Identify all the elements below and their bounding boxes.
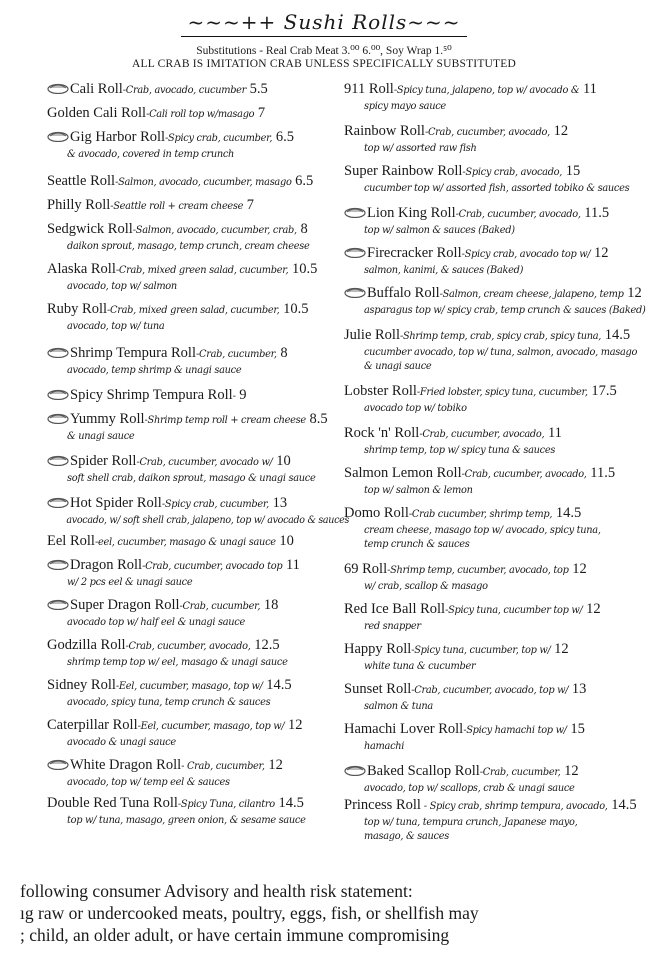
roll-description: - bbox=[232, 391, 236, 402]
roll-description-cont: avocado, top w/ temp eel & sauces bbox=[67, 777, 230, 788]
roll-description-cont: cucumber top w/ assorted fish, assorted tobiko & sauces bbox=[364, 183, 630, 194]
roll-description: -Crab, cucumber, bbox=[479, 767, 561, 778]
roll-description-cont: top w/ tuna, tempura crunch, Japanese mayo, bbox=[364, 817, 578, 828]
roll-description-cont: avocado, top w/ tuna bbox=[67, 321, 165, 332]
roll-description-cont: avocado top w/ tobiko bbox=[364, 403, 467, 414]
menu-item-line bbox=[47, 104, 339, 124]
roll-description: -Crab, cucumber, avocado, bbox=[461, 469, 587, 480]
roll-price: 11 bbox=[582, 81, 597, 97]
menu-item-line bbox=[47, 794, 339, 814]
roll-description: -Crab cucumber, shrimp temp, bbox=[408, 509, 553, 520]
menu-item bbox=[344, 424, 642, 458]
menu-item-line bbox=[47, 80, 339, 100]
menu-item bbox=[47, 344, 339, 378]
menu-item bbox=[47, 532, 339, 552]
roll-price: 17.5 bbox=[591, 383, 617, 399]
menu-item-line bbox=[47, 532, 339, 552]
sushi-icon bbox=[47, 557, 69, 569]
roll-description: -Spicy hamachi top w/ bbox=[463, 725, 567, 736]
menu-item-line bbox=[47, 196, 339, 216]
menu-item bbox=[47, 636, 339, 670]
roll-description: -Crab, mixed green salad, cucumber, bbox=[115, 265, 289, 276]
roll-description-cont: avocado, temp shrimp & unagi sauce bbox=[67, 365, 242, 376]
roll-price: 10 bbox=[279, 533, 294, 549]
menu-item-line bbox=[47, 220, 339, 240]
roll-name: Seattle Roll bbox=[47, 173, 116, 189]
roll-price: 11.5 bbox=[584, 205, 610, 221]
menu-item-line bbox=[344, 720, 642, 740]
roll-price: 7 bbox=[257, 105, 266, 121]
menu-item-line bbox=[47, 344, 339, 364]
roll-name: Lion King Roll bbox=[367, 205, 456, 221]
sushi-icon bbox=[47, 345, 69, 357]
roll-description: -Shrimp temp, cucumber, avocado, top bbox=[387, 565, 569, 576]
menu-item-line bbox=[344, 600, 642, 620]
menu-item-line bbox=[344, 640, 642, 660]
roll-price: 6.5 bbox=[295, 173, 314, 189]
menu-item-line bbox=[47, 556, 339, 576]
sushi-icon bbox=[47, 757, 69, 769]
roll-name: Red Ice Ball Roll bbox=[344, 601, 446, 617]
roll-description: -Crab, avocado, cucumber bbox=[122, 85, 247, 96]
roll-description-cont: avocado, top w/ scallops, crab & unagi sauce bbox=[364, 783, 575, 794]
roll-description: -Shrimp temp, crab, spicy crab, spicy tuna, bbox=[400, 331, 602, 342]
roll-description: -Spicy crab, avocado top w/ bbox=[461, 249, 591, 260]
menu-item-line bbox=[344, 680, 642, 700]
menu-item-line bbox=[47, 716, 339, 736]
roll-description-cont: top w/ tuna, masago, green onion, & sesame sauce bbox=[67, 815, 306, 826]
roll-description-cont: temp crunch & sauces bbox=[364, 539, 470, 550]
roll-description: - Crab, cucumber, bbox=[181, 761, 265, 772]
roll-name: Princess Roll bbox=[344, 797, 421, 813]
roll-price: 10.5 bbox=[291, 261, 318, 277]
roll-name: Sidney Roll bbox=[47, 677, 116, 693]
menu-item bbox=[47, 794, 339, 828]
roll-description: -Crab, cucumber, bbox=[196, 349, 277, 360]
menu-item bbox=[47, 104, 339, 124]
menu-item-line bbox=[344, 762, 642, 782]
roll-description: -Spicy crab, cucumber, bbox=[165, 133, 273, 144]
roll-name: Yummy Roll bbox=[70, 411, 145, 427]
menu-item bbox=[47, 300, 339, 334]
roll-description: -Crab, cucumber, avocado w/ bbox=[136, 457, 273, 468]
roll-description-cont: hamachi bbox=[364, 741, 405, 752]
roll-description-cont: avocado, top w/ salmon bbox=[67, 281, 177, 292]
roll-name: 69 Roll bbox=[344, 561, 388, 577]
roll-description: -Eel, cucumber, masago, top w/ bbox=[115, 681, 263, 692]
roll-name: Rainbow Roll bbox=[344, 123, 425, 139]
menu-item-line bbox=[344, 284, 642, 304]
roll-price: 12 bbox=[268, 757, 283, 773]
roll-name: Double Red Tuna Roll bbox=[47, 795, 178, 811]
imitation-crab-notice: ALL CRAB IS IMITATION CRAB UNLESS SPECIFICALLY SUBSTITUTED bbox=[131, 58, 517, 70]
roll-description-cont: soft shell crab, daikon sprout, masago & unagi sauce bbox=[67, 473, 316, 484]
menu-item-line bbox=[47, 756, 339, 776]
roll-price: 14.5 bbox=[278, 795, 304, 811]
roll-price: 6.5 bbox=[275, 129, 294, 145]
roll-name: Dragon Roll bbox=[70, 557, 143, 573]
roll-price: 7 bbox=[246, 197, 255, 213]
roll-description-cont: daikon sprout, masago, temp crunch, cream cheese bbox=[67, 241, 310, 252]
roll-price: 15 bbox=[565, 163, 581, 179]
roll-price: 13 bbox=[571, 681, 587, 697]
sushi-icon bbox=[47, 597, 69, 609]
roll-price: 12 bbox=[627, 285, 642, 301]
menu-item-line bbox=[344, 504, 642, 524]
roll-description: -Spicy tuna, cucumber top w/ bbox=[445, 605, 583, 616]
menu-item bbox=[47, 172, 339, 192]
menu-item-line bbox=[344, 382, 642, 402]
menu-item bbox=[344, 464, 642, 498]
menu-item-line bbox=[344, 204, 642, 224]
sushi-icon bbox=[47, 453, 69, 465]
roll-price: 15 bbox=[570, 721, 585, 737]
sushi-icon bbox=[47, 495, 69, 507]
menu-item bbox=[47, 596, 339, 630]
menu-item bbox=[344, 560, 642, 594]
menu-item bbox=[344, 80, 642, 114]
menu-item bbox=[47, 260, 339, 294]
roll-price: 10 bbox=[276, 453, 291, 469]
menu-item bbox=[47, 128, 339, 162]
roll-price: 8.5 bbox=[309, 411, 328, 427]
roll-description: -Spicy tuna, cucumber, top w/ bbox=[411, 645, 551, 656]
sushi-icon bbox=[344, 763, 366, 775]
roll-price: 12 bbox=[594, 245, 609, 261]
roll-name: Philly Roll bbox=[47, 197, 111, 213]
roll-price: 10.5 bbox=[283, 301, 309, 317]
menu-item-line bbox=[344, 464, 642, 484]
menu-item bbox=[47, 80, 339, 100]
roll-name: Baked Scallop Roll bbox=[367, 763, 480, 779]
roll-description: -Eel, cucumber, masago, top w/ bbox=[137, 721, 285, 732]
menu-item bbox=[47, 220, 339, 254]
roll-name: 911 Roll bbox=[344, 81, 394, 97]
roll-description: -Crab, cucumber, avocado, bbox=[125, 641, 251, 652]
roll-description: -Cali roll top w/masago bbox=[146, 109, 255, 120]
menu-item-line bbox=[344, 326, 642, 346]
roll-price: 13 bbox=[272, 495, 288, 511]
menu-item bbox=[47, 756, 339, 790]
menu-item bbox=[344, 796, 642, 844]
menu-item-line bbox=[47, 636, 339, 656]
roll-name: Julie Roll bbox=[344, 327, 400, 343]
sushi-icon bbox=[47, 411, 69, 423]
menu-item bbox=[344, 204, 642, 238]
roll-price: 14.5 bbox=[555, 505, 582, 521]
roll-description-cont: salmon & tuna bbox=[364, 701, 433, 712]
advisory-line: following consumer Advisory and health risk statement: bbox=[20, 881, 413, 901]
roll-name: Domo Roll bbox=[344, 505, 409, 521]
advisory-line: ıg raw or undercooked meats, poultry, eggs, fish, or shellfish may bbox=[20, 903, 479, 923]
roll-name: Alaska Roll bbox=[47, 261, 116, 277]
roll-price: 12 bbox=[554, 641, 569, 657]
roll-description-cont: avocado top w/ half eel & unagi sauce bbox=[67, 617, 245, 628]
roll-price: 12.5 bbox=[254, 637, 280, 653]
roll-description: -Crab, mixed green salad, cucumber, bbox=[107, 305, 280, 316]
roll-description: -Fried lobster, spicy tuna, cucumber, bbox=[416, 387, 588, 398]
menu-item-line bbox=[47, 128, 339, 148]
consumer-advisory bbox=[20, 880, 479, 946]
sushi-icon bbox=[344, 285, 366, 297]
menu-item bbox=[344, 162, 642, 196]
roll-name: Golden Cali Roll bbox=[47, 105, 147, 121]
roll-description-cont: salmon, kanimi, & sauces (Baked) bbox=[364, 265, 524, 276]
roll-description-cont: shrimp temp top w/ eel, masago & unagi sauce bbox=[67, 657, 288, 668]
roll-description: -Spicy crab, cucumber, bbox=[161, 499, 269, 510]
roll-name: Rock 'n' Roll bbox=[344, 425, 420, 441]
menu-item bbox=[47, 676, 339, 710]
roll-description-cont: cream cheese, masago top w/ avocado, spicy tuna, bbox=[364, 525, 601, 536]
roll-description: -Crab, cucumber, avocado top bbox=[142, 561, 283, 572]
roll-description-cont: & avocado, covered in temp crunch bbox=[67, 149, 235, 160]
roll-description: -eel, cucumber, masago & unagi sauce bbox=[94, 537, 276, 548]
sushi-icon bbox=[344, 245, 366, 257]
sushi-icon bbox=[47, 387, 69, 399]
substitutions-note: Substitutions - Real Crab Meat 3.⁰⁰ 6.⁰⁰, Soy Wrap 1.⁵⁰ bbox=[196, 45, 452, 57]
roll-name: Buffalo Roll bbox=[367, 285, 440, 301]
roll-name: Cali Roll bbox=[70, 81, 123, 97]
roll-name: White Dragon Roll bbox=[70, 757, 182, 773]
roll-price: 14.5 bbox=[611, 797, 637, 813]
roll-price: 12 bbox=[287, 717, 303, 733]
roll-name: Sunset Roll bbox=[344, 681, 412, 697]
menu-item-line bbox=[344, 162, 642, 182]
menu-item bbox=[47, 556, 339, 590]
roll-price: 14.5 bbox=[604, 327, 631, 343]
roll-name: Shrimp Tempura Roll bbox=[70, 345, 196, 361]
roll-name: Caterpillar Roll bbox=[47, 717, 138, 733]
roll-description-cont: top w/ salmon & lemon bbox=[364, 485, 473, 496]
menu-item-line bbox=[47, 676, 339, 696]
roll-name: Super Dragon Roll bbox=[70, 597, 180, 613]
sushi-icon bbox=[47, 81, 69, 93]
menu-item bbox=[344, 720, 642, 754]
roll-name: Lobster Roll bbox=[344, 383, 417, 399]
roll-description: -Crab, cucumber, bbox=[179, 601, 261, 612]
roll-description: - Spicy crab, shrimp tempura, avocado, bbox=[420, 801, 608, 812]
roll-description: -Crab, cucumber, avocado, bbox=[419, 429, 545, 440]
roll-name: Ruby Roll bbox=[47, 301, 108, 317]
menu-item-line bbox=[344, 424, 642, 444]
menu-item bbox=[344, 680, 642, 714]
roll-price: 11 bbox=[285, 557, 300, 573]
roll-price: 8 bbox=[300, 221, 308, 237]
menu-item bbox=[344, 244, 642, 278]
menu-item bbox=[344, 326, 642, 374]
roll-description-cont: red snapper bbox=[364, 621, 421, 632]
roll-name: Spider Roll bbox=[70, 453, 137, 469]
roll-price: 5.5 bbox=[249, 81, 268, 97]
menu-item bbox=[344, 762, 642, 796]
roll-description-cont: masago, & sauces bbox=[364, 831, 449, 842]
menu-item bbox=[47, 452, 339, 486]
menu-title: ~~~++ Sushi Rolls~~~ bbox=[181, 10, 466, 37]
roll-description: -Spicy crab, avocado, bbox=[462, 167, 563, 178]
roll-description-cont: avocado & unagi sauce bbox=[67, 737, 176, 748]
roll-price: 12 bbox=[572, 561, 587, 577]
roll-description: -Salmon, avocado, cucumber, crab, bbox=[132, 225, 297, 236]
advisory-line: ; child, an older adult, or have certain immune compromising bbox=[20, 925, 450, 945]
menu-item bbox=[344, 122, 642, 156]
menu-item-line bbox=[344, 796, 642, 816]
menu-item bbox=[344, 504, 642, 552]
roll-price: 12 bbox=[564, 763, 579, 779]
menu-item bbox=[47, 386, 339, 406]
menu-item-line bbox=[47, 494, 339, 514]
roll-description-cont: cucumber avocado, top w/ tuna, salmon, avocado, masago bbox=[364, 347, 638, 358]
roll-description-cont: avocado, w/ soft shell crab, jalapeno, top w/ avocado & sauces bbox=[66, 515, 350, 526]
roll-description: -Crab, cucumber, avocado, bbox=[455, 209, 581, 220]
roll-name: Firecracker Roll bbox=[367, 245, 462, 261]
roll-price: 11 bbox=[547, 425, 562, 441]
menu-item-line bbox=[344, 560, 642, 580]
roll-name: Godzilla Roll bbox=[47, 637, 126, 653]
roll-description: -Crab, cucumber, avocado, bbox=[424, 127, 550, 138]
menu-item-line bbox=[344, 80, 642, 100]
menu-item bbox=[344, 640, 642, 674]
roll-description: -Salmon, cream cheese, jalapeno, temp bbox=[439, 289, 624, 300]
roll-name: Salmon Lemon Roll bbox=[344, 465, 462, 481]
roll-description: -Spicy tuna, jalapeno, top w/ avocado & bbox=[393, 85, 580, 96]
menu-item bbox=[344, 382, 642, 416]
sushi-icon bbox=[344, 205, 366, 217]
menu-item-line bbox=[47, 410, 339, 430]
menu-item-line bbox=[344, 122, 642, 142]
roll-name: Gig Harbor Roll bbox=[70, 129, 166, 145]
roll-description-cont: & unagi sauce bbox=[364, 361, 432, 372]
roll-description-cont: shrimp temp, top w/ spicy tuna & sauces bbox=[364, 445, 556, 456]
roll-description: -Spicy Tuna, cilantro bbox=[177, 799, 275, 810]
roll-description-cont: & unagi sauce bbox=[67, 431, 135, 442]
roll-price: 11.5 bbox=[590, 465, 616, 481]
roll-price: 14.5 bbox=[266, 677, 292, 693]
menu-item-line bbox=[47, 596, 339, 616]
roll-description-cont: spicy mayo sauce bbox=[364, 101, 446, 112]
roll-price: 12 bbox=[553, 123, 569, 139]
roll-description-cont: avocado, spicy tuna, temp crunch & sauces bbox=[67, 697, 271, 708]
menu-item bbox=[47, 196, 339, 216]
roll-name: Hamachi Lover Roll bbox=[344, 721, 464, 737]
roll-description: -Salmon, avocado, cucumber, masago bbox=[115, 177, 292, 188]
menu-item-line bbox=[47, 452, 339, 472]
menu-item bbox=[344, 600, 642, 634]
roll-description: -Seattle roll + cream cheese bbox=[110, 201, 244, 212]
roll-name: Spicy Shrimp Tempura Roll bbox=[70, 387, 233, 403]
sushi-icon bbox=[47, 129, 69, 141]
menu-item-line bbox=[47, 260, 339, 280]
menu-item bbox=[47, 716, 339, 750]
roll-description-cont: w/ 2 pcs eel & unagi sauce bbox=[67, 577, 193, 588]
roll-description-cont: asparagus top w/ spicy crab, temp crunch & sauces (Baked) bbox=[364, 305, 646, 316]
menu-item-line bbox=[47, 300, 339, 320]
menu-header bbox=[0, 10, 648, 70]
roll-description-cont: top w/ assorted raw fish bbox=[364, 143, 477, 154]
menu-item-line bbox=[47, 172, 339, 192]
menu-item-line bbox=[344, 244, 642, 264]
roll-name: Happy Roll bbox=[344, 641, 412, 657]
roll-description-cont: w/ crab, scallop & masago bbox=[364, 581, 488, 592]
roll-price: 8 bbox=[280, 345, 288, 361]
roll-description: -Crab, cucumber, avocado, top w/ bbox=[411, 685, 569, 696]
roll-description-cont: white tuna & cucumber bbox=[364, 661, 476, 672]
menu-item bbox=[344, 284, 646, 318]
menu-item-line bbox=[47, 386, 339, 406]
roll-price: 9 bbox=[239, 387, 247, 403]
roll-price: 12 bbox=[586, 601, 601, 617]
roll-name: Hot Spider Roll bbox=[70, 495, 162, 511]
menu-item bbox=[47, 410, 339, 444]
roll-name: Super Rainbow Roll bbox=[344, 163, 463, 179]
roll-description: -Shrimp temp roll + cream cheese bbox=[144, 415, 306, 426]
menu-item bbox=[47, 494, 350, 528]
roll-description-cont: top w/ salmon & sauces (Baked) bbox=[364, 225, 515, 236]
roll-price: 18 bbox=[263, 597, 279, 613]
roll-name: Sedgwick Roll bbox=[47, 221, 133, 237]
roll-name: Eel Roll bbox=[47, 533, 95, 549]
